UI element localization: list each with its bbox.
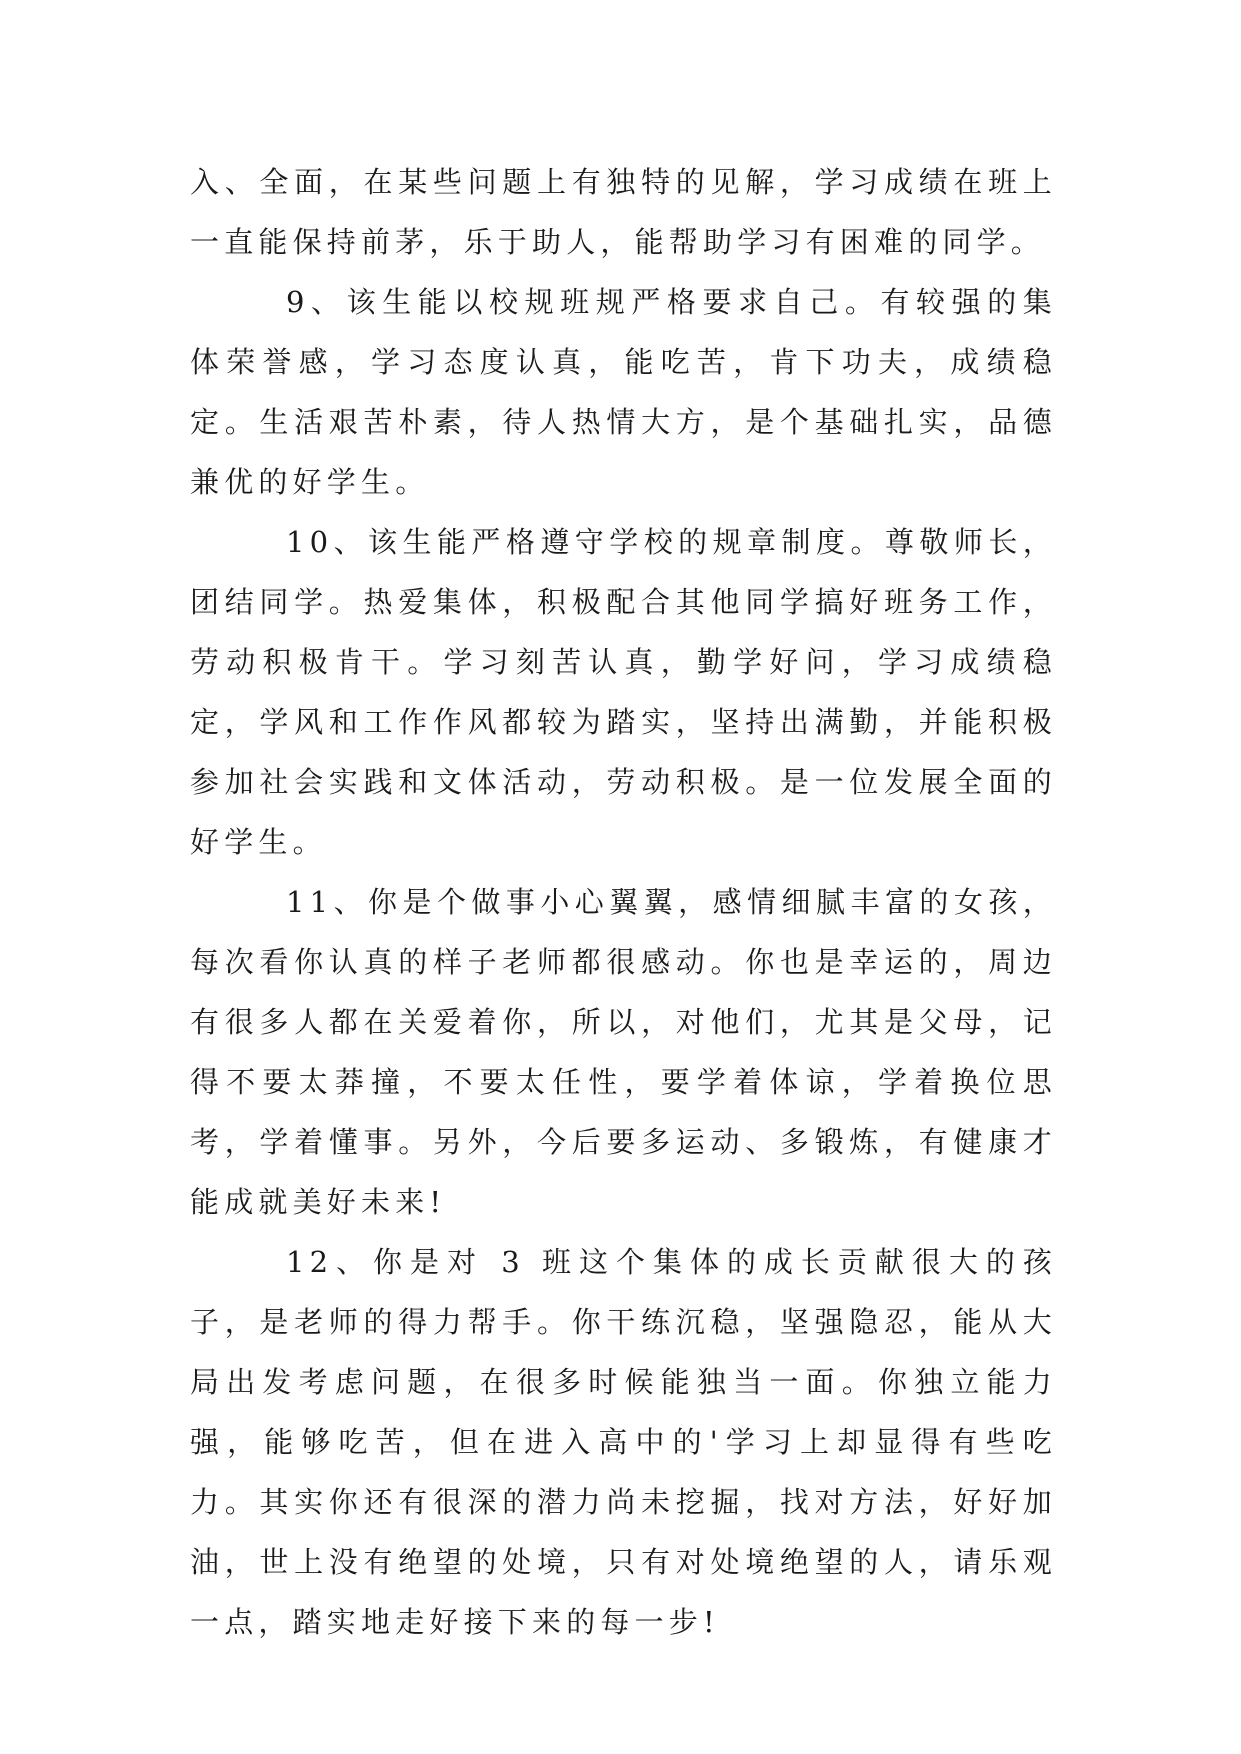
paragraph-comment-12: 12、你是对 3 班这个集体的成长贡献很大的孩子，是老师的得力帮手。你干练沉稳，坚强隐忍，能从大局出发考虑问题，在很多时候能独当一面。你独立能力强，能够吃苦，但在进入高中的'学习上却显得有些吃力。其实你还有很深的潜力尚未挖掘，找对方法，好好加油，世上没有绝望的处境，只有对处境绝望的人，请乐观一点，踏实地走好接下来的每一步! [190, 1245, 1057, 1639]
paragraph-continuation: 入、全面，在某些问题上有独特的见解，学习成绩在班上一直能保持前茅，乐于助人，能帮助学习有困难的同学。 [190, 165, 1057, 259]
paragraph-comment-11: 11、你是个做事小心翼翼，感情细腻丰富的女孩，每次看你认真的样子老师都很感动。你也是幸运的，周边有很多人都在关爱着你，所以，对他们，尤其是父母，记得不要太莽撞，不要太任性，要学着体谅，学着换位思考，学着懂事。另外，今后要多运动、多锻炼，有健康才能成就美好未来! [190, 885, 1057, 1219]
document-body [190, 152, 1057, 1652]
paragraph-comment-9: 9、该生能以校规班规严格要求自己。有较强的集体荣誉感，学习态度认真，能吃苦，肯下功夫，成绩稳定。生活艰苦朴素，待人热情大方，是个基础扎实，品德兼优的好学生。 [190, 285, 1057, 499]
paragraph-comment-10: 10、该生能严格遵守学校的规章制度。尊敬师长，团结同学。热爱集体，积极配合其他同学搞好班务工作，劳动积极肯干。学习刻苦认真，勤学好问，学习成绩稳定，学风和工作作风都较为踏实，坚持出满勤，并能积极参加社会实践和文体活动，劳动积极。是一位发展全面的好学生。 [190, 525, 1057, 859]
